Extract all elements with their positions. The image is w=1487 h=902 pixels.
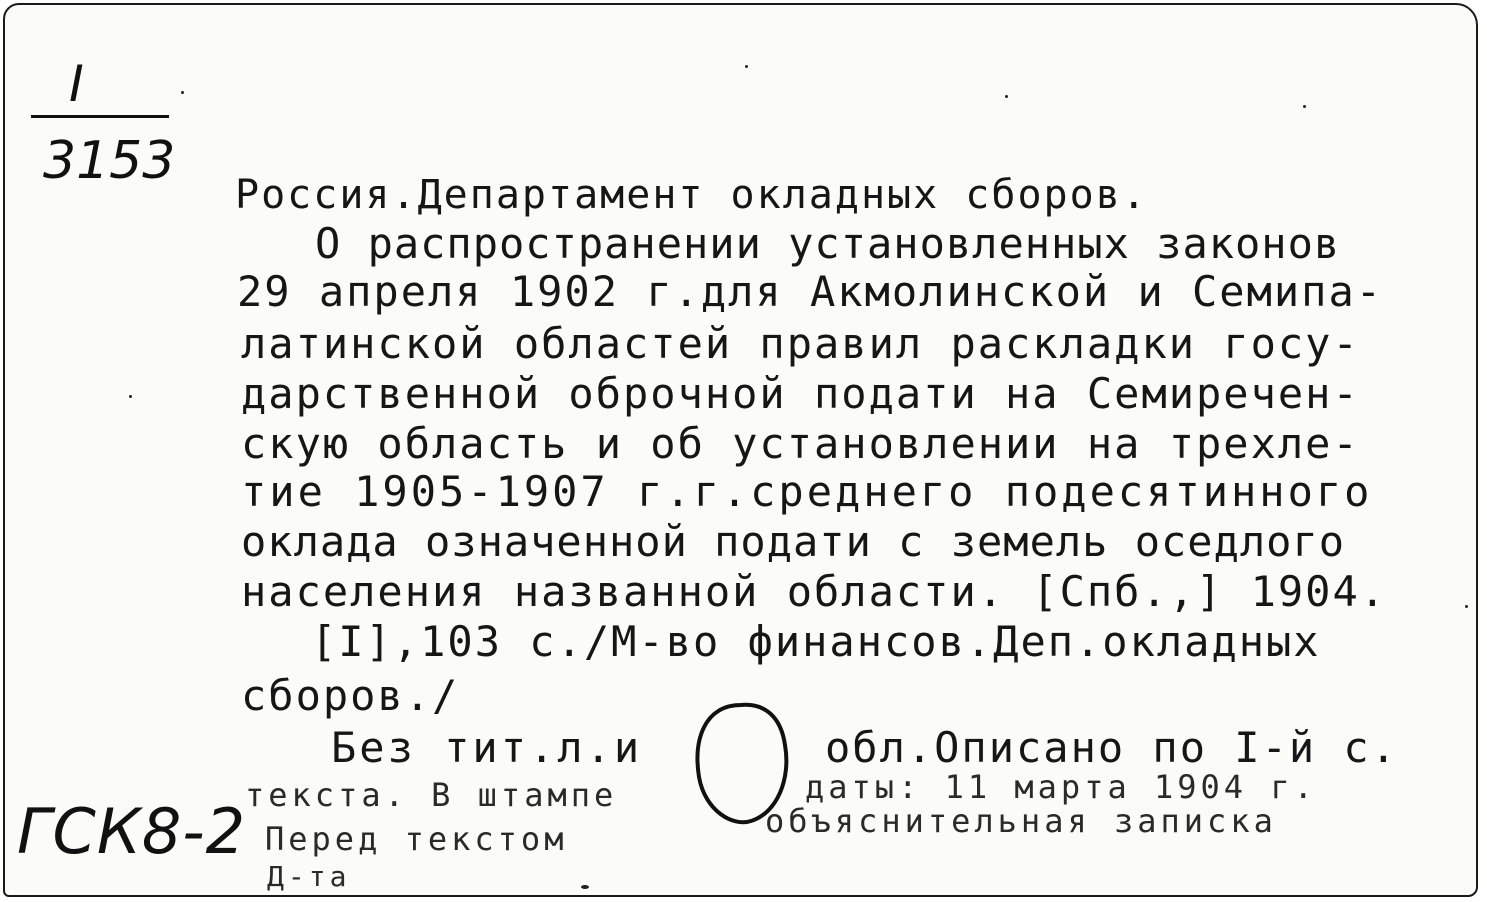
- card-text-line: дарственной оброчной подати на Семиречен-: [241, 369, 1360, 418]
- shelf-mark: ГСК8-2: [17, 795, 247, 868]
- dust-speck: [1303, 105, 1306, 108]
- dust-speck: [181, 91, 184, 94]
- card-text-line: [I],103 с./М-во финансов.Деп.окладных: [311, 617, 1321, 666]
- card-text-line: сборов./: [241, 671, 460, 720]
- card-text-line: скую область и об установлении на трехле-: [241, 419, 1360, 468]
- card-text-line: обл.Описано по I-й с.: [825, 723, 1399, 772]
- card-faint-line: Перед текстом: [265, 820, 568, 858]
- card-faint-line: объяснительная записка: [765, 802, 1277, 840]
- card-faint-line: Д-та: [267, 860, 351, 893]
- catalog-card: [3, 3, 1478, 897]
- card-text-line: О распространении установленных законов: [315, 219, 1341, 268]
- call-number-top: I: [69, 55, 84, 113]
- card-text-line: 29 апреля 1902 г.для Акмолинской и Семипа-: [237, 267, 1384, 316]
- card-text-line: тие 1905-1907 г.г.среднего подесятинного: [241, 467, 1373, 516]
- card-text-line: населения названной области. [Спб.,] 1904.: [241, 567, 1388, 616]
- dust-speck: [1005, 95, 1008, 98]
- card-faint-line: даты: 11 марта 1904 г.: [805, 768, 1317, 806]
- card-heading-line: Россия.Департамент окладных сборов.: [235, 172, 1148, 218]
- card-text-line: оклада означенной подати с земель оседлого: [241, 517, 1346, 566]
- dust-speck: [581, 885, 589, 889]
- dust-speck: [745, 65, 748, 68]
- dust-speck: [1465, 605, 1468, 608]
- card-text-line: латинской областей правил раскладки госу-: [241, 319, 1360, 368]
- call-number-fraction-line: [31, 115, 169, 118]
- card-faint-line: текста. В штампе: [245, 776, 618, 814]
- card-text-line: Без тит.л.и: [331, 723, 643, 772]
- dust-speck: [129, 395, 132, 398]
- call-number-bottom: 3153: [43, 131, 176, 191]
